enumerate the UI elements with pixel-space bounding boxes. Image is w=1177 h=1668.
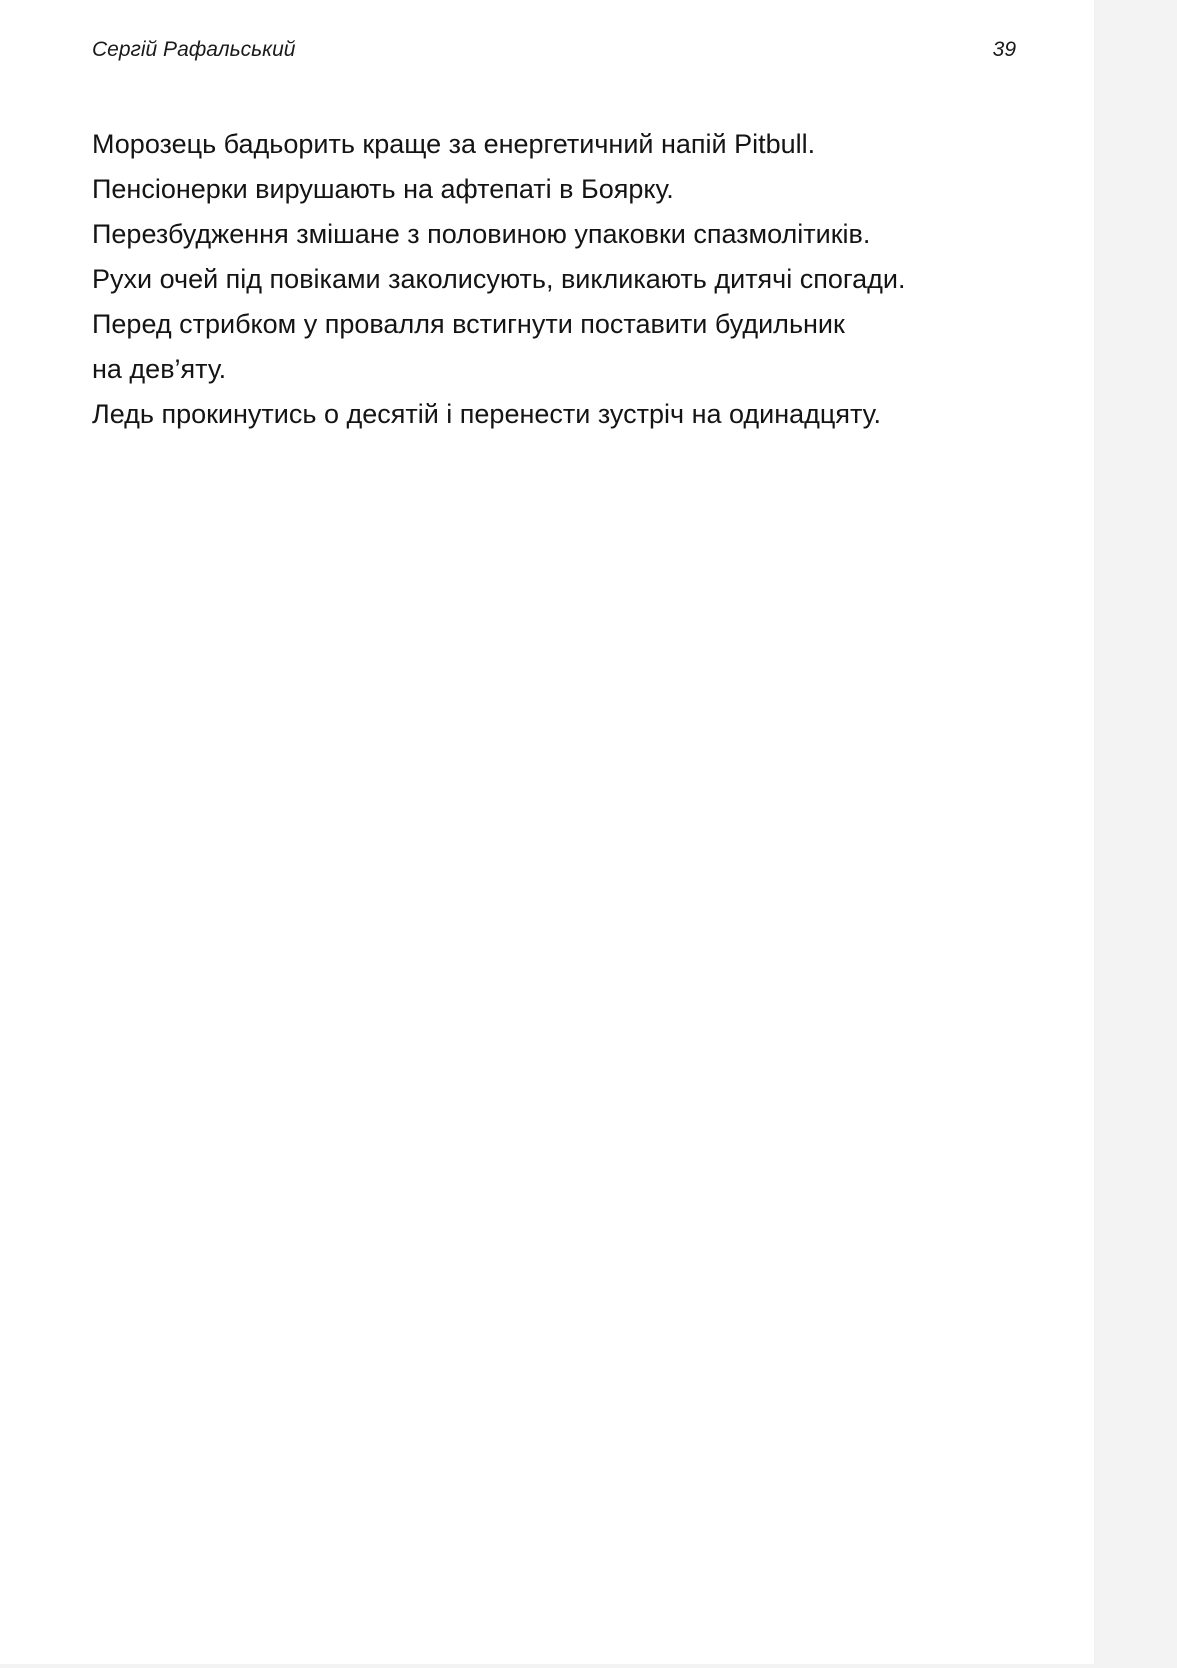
poem-line: на дев’яту. bbox=[92, 354, 227, 384]
author-name: Сергій Рафальський bbox=[92, 38, 296, 61]
page-number: 39 bbox=[992, 38, 1016, 61]
poem-text bbox=[92, 122, 1052, 437]
poem-line: Ледь прокинутись о десятій і перенести зустріч на одинадцяту. bbox=[92, 399, 881, 429]
running-header bbox=[92, 36, 1016, 66]
poem-line: Морозець бадьорить краще за енергетичний напій Pitbull. bbox=[92, 129, 816, 159]
poem-line: Рухи очей під повіками заколисують, викликають дитячі спогади. bbox=[92, 264, 906, 294]
poem-line: Перезбудження змішане з половиною упаковки спазмолітиків. bbox=[92, 219, 871, 249]
poem-line: Перед стрибком у провалля встигнути поставити будильник bbox=[92, 309, 845, 339]
poem-line: Пенсіонерки вирушають на афтепаті в Боярку. bbox=[92, 174, 674, 204]
